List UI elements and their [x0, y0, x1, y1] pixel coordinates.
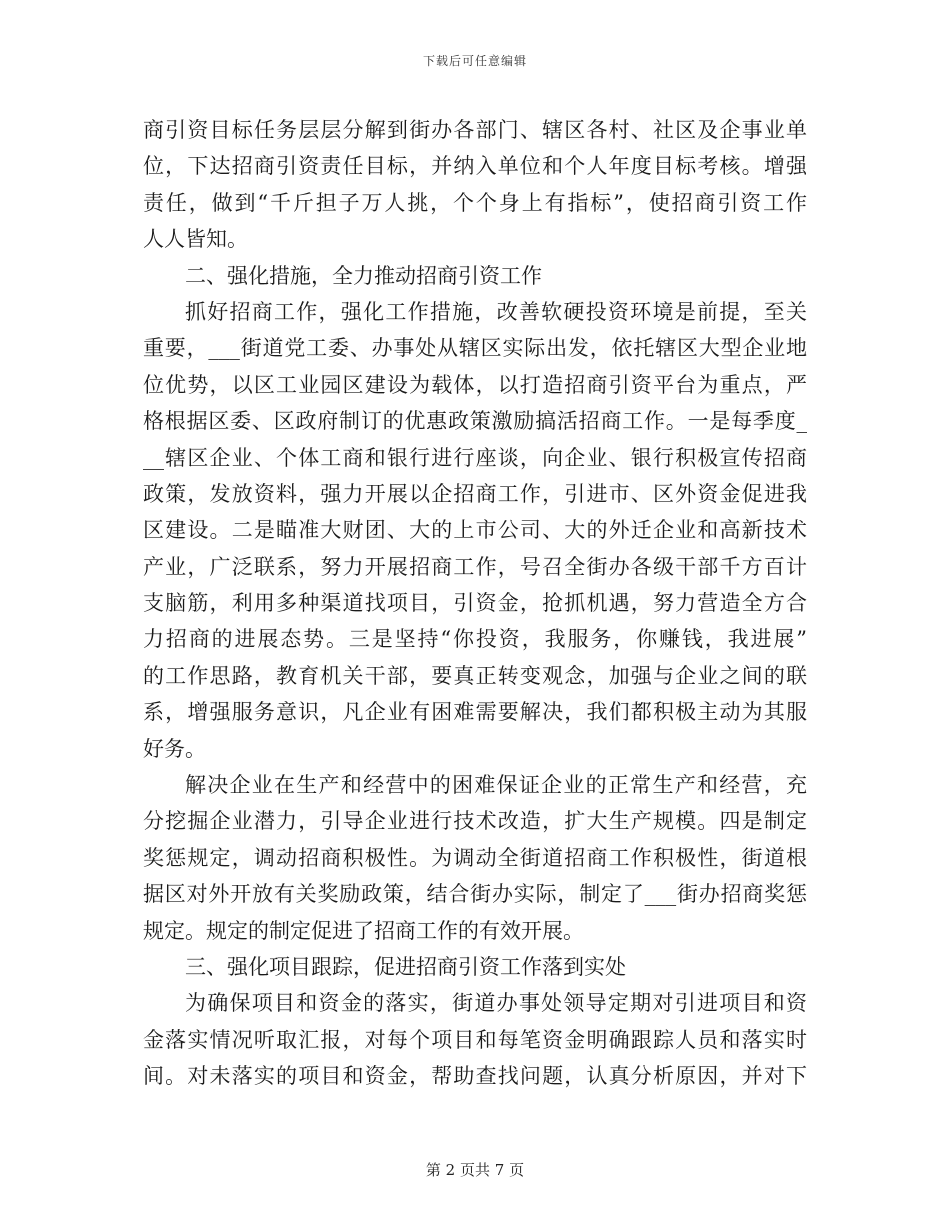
text-line: 据区对外开放有关奖励政策，结合街办实际，制定了___街办招商奖惩	[143, 882, 807, 907]
text-line: 奖惩规定，调动招商积极性。为调动全街道招商工作积极性，街道根	[143, 845, 807, 870]
text-line: 三、强化项目跟踪，促进招商引资工作落到实处	[185, 954, 626, 979]
text-line: 商引资目标任务层层分解到街办各部门、辖区各村、社区及企事业单	[143, 118, 807, 142]
text-line: 格根据区委、区政府制订的优惠政策激励搞活招商工作。一是每季度_	[143, 409, 807, 434]
text-line: 重要，___街道党工委、办事处从辖区实际出发，依托辖区大型企业地	[143, 336, 807, 361]
text-line: 位，下达招商引资责任目标，并纳入单位和个人年度目标考核。增强	[143, 154, 807, 179]
text-line: 系，增强服务意识，凡企业有困难需要解决，我们都积极主动为其服	[143, 700, 807, 725]
text-line: 好务。	[143, 736, 206, 761]
text-line: 规定。规定的制定促进了招商工作的有效开展。	[143, 918, 584, 943]
text-line: 位优势，以区工业园区建设为载体，以打造招商引资平台为重点，严	[143, 372, 807, 397]
text-line: __辖区企业、个体工商和银行进行座谈，向企业、银行积极宣传招商	[143, 445, 807, 470]
text-line: 分挖掘企业潜力，引导企业进行技术改造，扩大生产规模。四是制定	[143, 809, 807, 834]
text-line: 间。对未落实的项目和资金，帮助查找问题，认真分析原因，并对下	[143, 1064, 807, 1089]
text-line: 政策，发放资料，强力开展以企招商工作，引进市、区外资金促进我	[143, 481, 807, 506]
page-header: 下载后可任意编辑	[422, 54, 527, 68]
text-line: 为确保项目和资金的落实，街道办事处领导定期对引进项目和资	[185, 991, 807, 1016]
text-line: 责任，做到“千斤担子万人挑，个个身上有指标”，使招商引资工作	[143, 190, 807, 215]
text-line: 力招商的进展态势。三是坚持“你投资，我服务，你赚钱，我进展”	[143, 627, 807, 652]
text-line: 支脑筋，利用多种渠道找项目，引资金，抢抓机遇，努力营造全方合	[143, 591, 807, 616]
text-line: 金落实情况听取汇报，对每个项目和每笔资金明确跟踪人员和落实时	[143, 1027, 807, 1052]
text-line: 的工作思路，教育机关干部，要真正转变观念，加强与企业之间的联	[143, 663, 807, 688]
text-line: 产业，广泛联系，努力开展招商工作，号召全街办各级干部千方百计	[143, 554, 807, 579]
text-line: 抓好招商工作，强化工作措施，改善软硬投资环境是前提，至关	[185, 299, 807, 324]
text-line: 区建设。二是瞄准大财团、大的上市公司、大的外迁企业和高新技术	[143, 518, 807, 543]
text-line: 解决企业在生产和经营中的困难保证企业的正常生产和经营，充	[185, 773, 807, 798]
page-number-footer: 第 2 页共 7 页	[425, 1161, 525, 1179]
text-line: 人人皆知。	[143, 227, 248, 252]
text-line: 二、强化措施，全力推动招商引资工作	[185, 263, 542, 288]
document-body	[143, 112, 807, 1095]
